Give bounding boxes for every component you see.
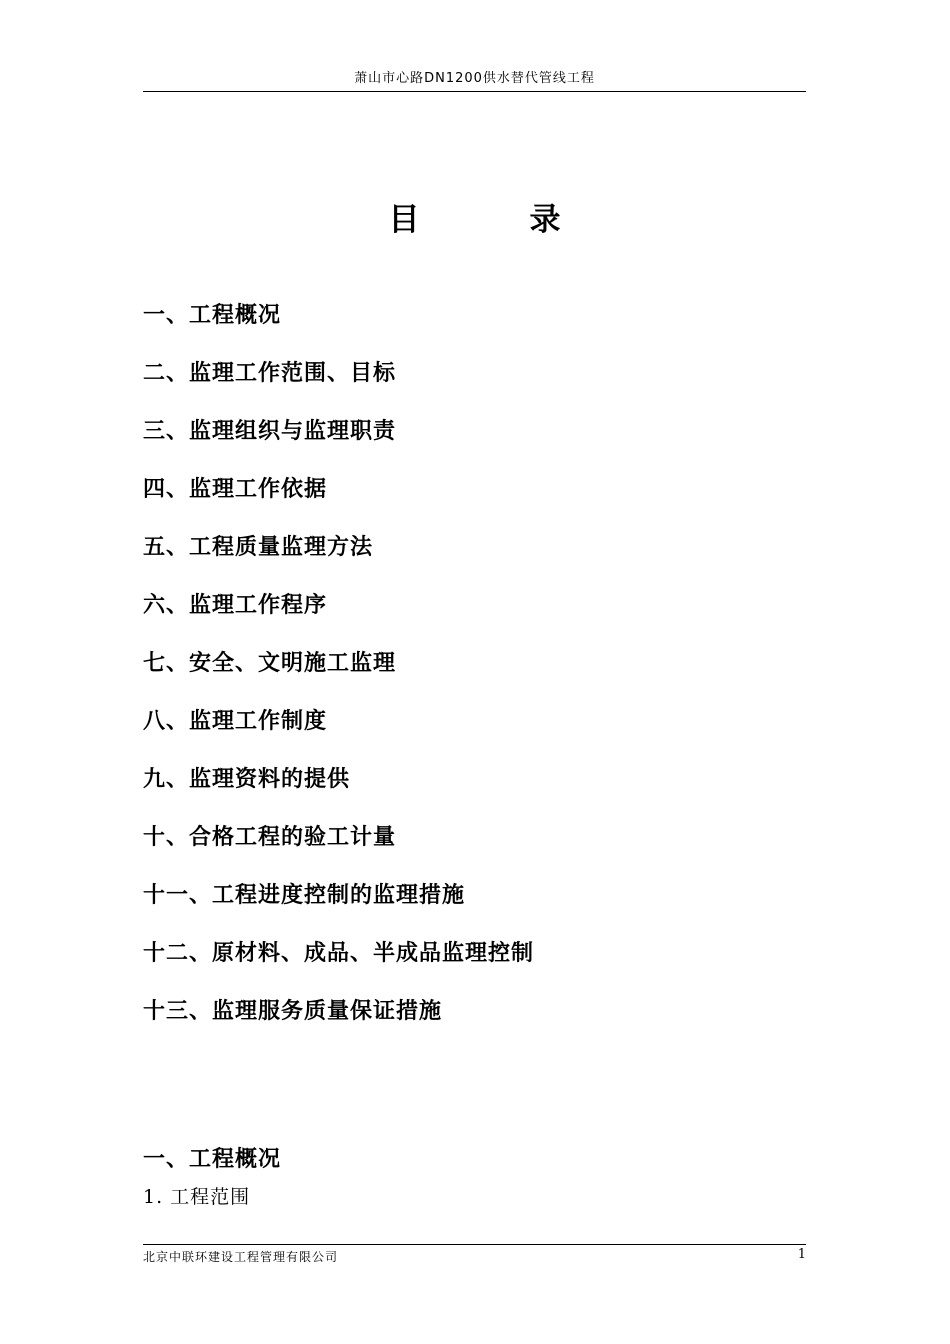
toc-title-char-1: 目: [388, 202, 420, 238]
toc-item[interactable]: 九、监理资料的提供: [143, 766, 351, 792]
toc-item[interactable]: 一、工程概况: [143, 302, 282, 328]
subsection-heading: 1. 工程范围: [143, 1186, 251, 1208]
toc-item[interactable]: 十一、工程进度控制的监理措施: [143, 882, 466, 908]
page-number: 1: [797, 1247, 806, 1262]
footer-divider: [143, 1244, 806, 1245]
toc-item[interactable]: 四、监理工作依据: [143, 476, 328, 502]
footer-company: 北京中联环建设工程管理有限公司: [143, 1250, 339, 1264]
toc-item[interactable]: 六、监理工作程序: [143, 592, 328, 618]
toc-item[interactable]: 十、合格工程的验工计量: [143, 824, 397, 850]
page-header: 萧山市心路DN1200供水替代管线工程: [354, 71, 595, 86]
toc-item[interactable]: 五、工程质量监理方法: [143, 534, 374, 560]
toc-item[interactable]: 三、监理组织与监理职责: [143, 418, 397, 444]
toc-item[interactable]: 十二、原材料、成品、半成品监理控制: [143, 940, 535, 966]
toc-item[interactable]: 七、安全、文明施工监理: [143, 650, 397, 676]
toc-item[interactable]: 八、监理工作制度: [143, 708, 328, 734]
toc-title: [143, 198, 806, 242]
toc-item[interactable]: 二、监理工作范围、目标: [143, 360, 397, 386]
toc-title-char-2: 录: [529, 202, 561, 238]
header-divider: [143, 91, 806, 92]
toc-item[interactable]: 十三、监理服务质量保证措施: [143, 998, 443, 1024]
section-heading: 一、工程概况: [143, 1146, 282, 1172]
